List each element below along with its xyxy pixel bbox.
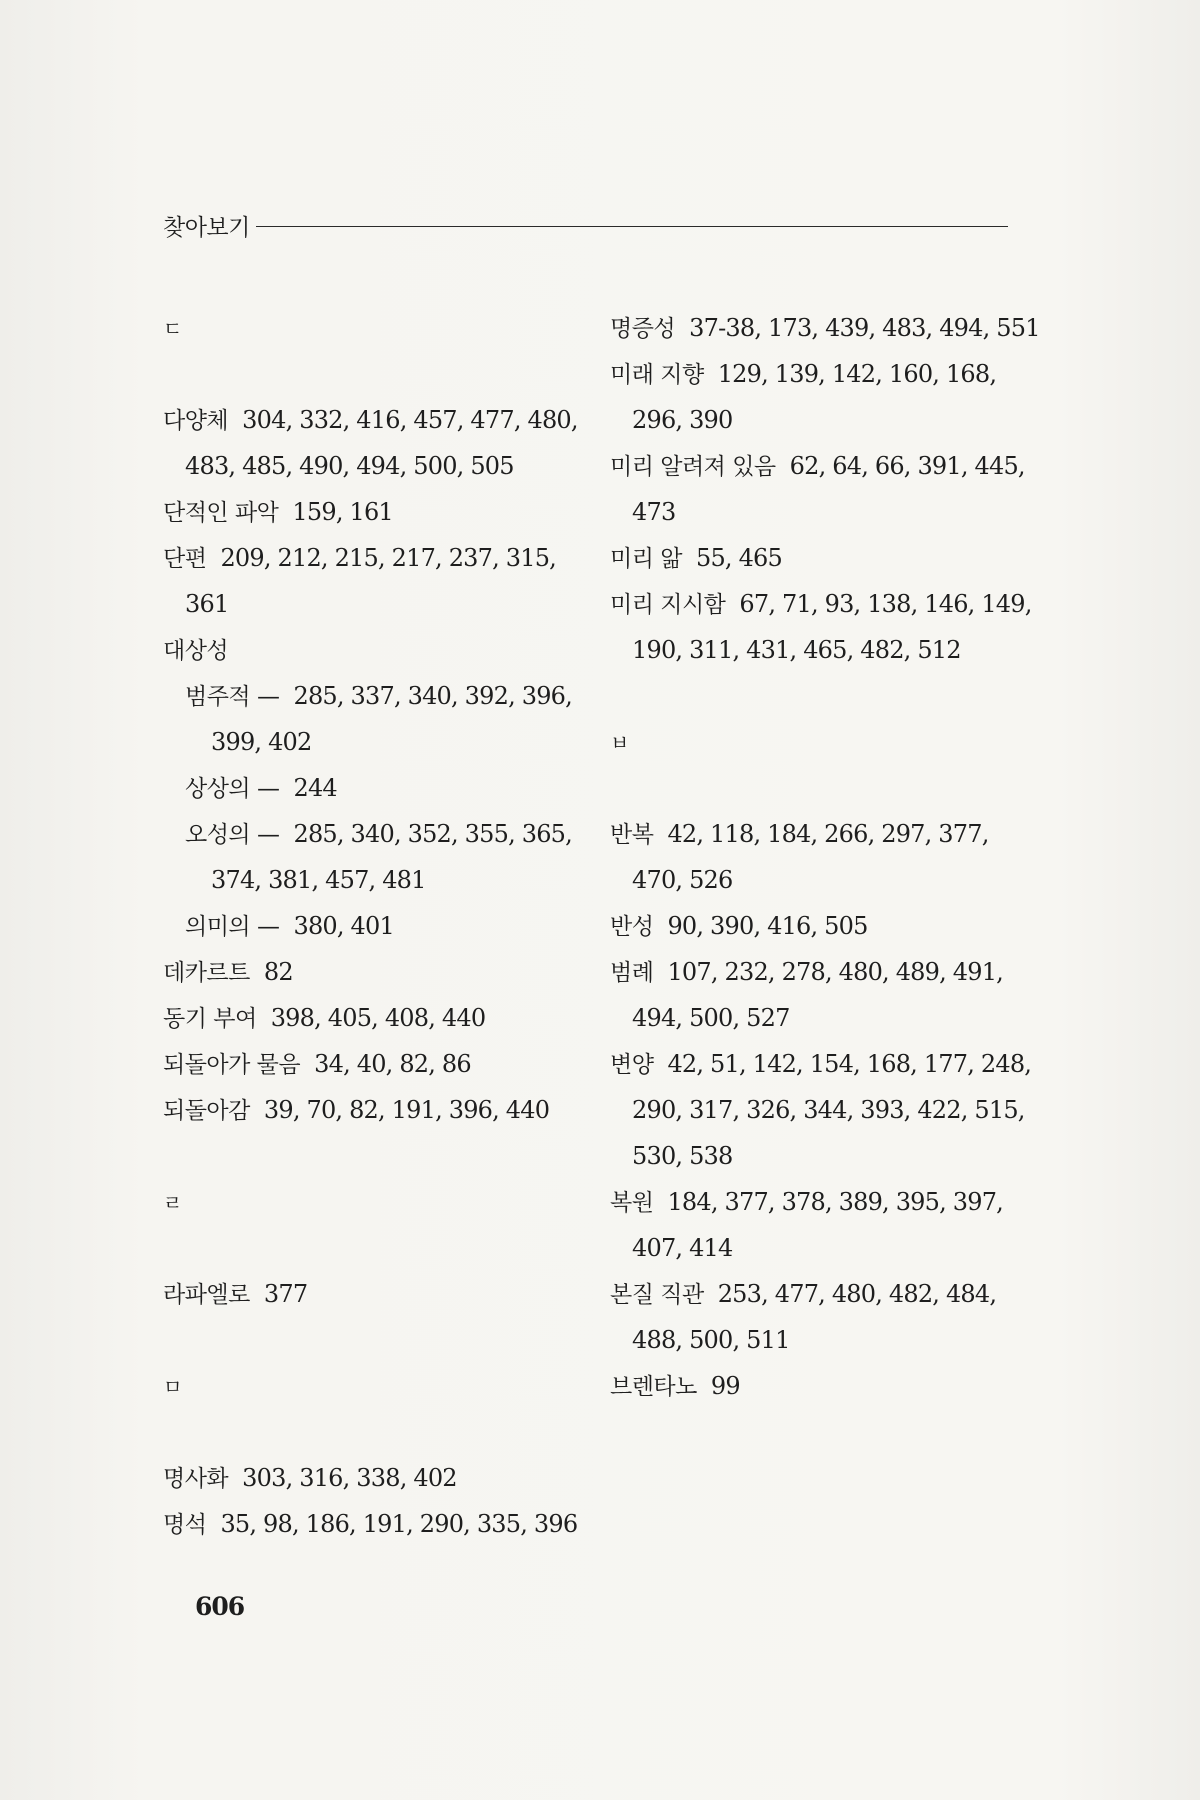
- entry-term: 단편: [163, 546, 207, 572]
- index-entry: [610, 351, 1030, 397]
- entry-term: 반복: [610, 822, 654, 848]
- entry-continuation: [163, 581, 623, 627]
- entry-pages: 209, 212, 215, 217, 237, 315,: [220, 544, 557, 572]
- entry-pages: 90, 390, 416, 505: [667, 912, 868, 940]
- header-rule: [256, 226, 1008, 227]
- entry-pages: 42, 118, 184, 266, 297, 377,: [667, 820, 989, 848]
- entry-term: 미래 지향: [610, 362, 704, 388]
- index-entry: [610, 903, 1030, 949]
- index-entry: [610, 305, 1040, 351]
- index-entry: [163, 949, 623, 995]
- index-entry: [163, 995, 623, 1041]
- entry-continuation: [610, 1225, 1030, 1271]
- section-letter: [163, 1363, 623, 1409]
- page-number: 606: [195, 1592, 245, 1621]
- subentry-term: 오성의 —: [185, 822, 280, 848]
- entry-term: 동기 부여: [163, 1006, 257, 1032]
- entry-term: 본질 직관: [610, 1282, 704, 1308]
- index-entry: [163, 397, 623, 443]
- running-header: [163, 205, 1008, 245]
- letter-text: ㅁ: [163, 1375, 183, 1399]
- entry-term: 데카르트: [163, 960, 250, 986]
- entry-pages: 494, 500, 527: [632, 1004, 790, 1032]
- index-entry: [163, 535, 623, 581]
- index-column-right: [610, 305, 1040, 1409]
- entry-pages: 82: [263, 958, 293, 986]
- entry-pages: 244: [293, 774, 337, 802]
- entry-term: 미리 알려져 있음: [610, 454, 776, 480]
- spacer: [163, 1133, 623, 1179]
- index-entry: [610, 1179, 1030, 1225]
- index-entry: [610, 949, 1030, 995]
- entry-continuation: [163, 443, 623, 489]
- index-column-left: [163, 305, 623, 1547]
- entry-pages: 34, 40, 82, 86: [314, 1050, 471, 1078]
- index-entry: [610, 1271, 1030, 1317]
- index-entry: [163, 1455, 623, 1501]
- section-letter: [163, 1179, 623, 1225]
- entry-pages: 37-38, 173, 439, 483, 494, 551: [689, 314, 1040, 342]
- entry-continuation: [610, 857, 1030, 903]
- entry-pages: 483, 485, 490, 494, 500, 505: [185, 452, 514, 480]
- entry-term: 명석: [163, 1512, 207, 1538]
- entry-continuation: [610, 1317, 1030, 1363]
- section-letter: [163, 305, 623, 351]
- letter-text: ㄹ: [163, 1191, 183, 1215]
- entry-continuation: [610, 995, 1030, 1041]
- index-entry: [163, 1087, 623, 1133]
- entry-pages: 159, 161: [292, 498, 393, 526]
- spacer: [610, 765, 1030, 811]
- entry-pages: 304, 332, 416, 457, 477, 480,: [242, 406, 578, 434]
- entry-pages: 398, 405, 408, 440: [270, 1004, 486, 1032]
- index-entry: [163, 1271, 623, 1317]
- entry-pages: 380, 401: [293, 912, 394, 940]
- entry-pages: 253, 477, 480, 482, 484,: [717, 1280, 997, 1308]
- entry-term: 라파엘로: [163, 1282, 250, 1308]
- entry-pages: 377: [263, 1280, 308, 1308]
- entry-pages: 361: [185, 590, 229, 618]
- entry-pages: 473: [632, 498, 676, 526]
- entry-continuation: [610, 1087, 1030, 1133]
- entry-pages: 39, 70, 82, 191, 396, 440: [263, 1096, 550, 1124]
- entry-pages: 107, 232, 278, 480, 489, 491,: [667, 958, 1004, 986]
- index-entry: [610, 811, 1030, 857]
- subentry-term: 범주적 —: [185, 684, 280, 710]
- entry-pages: 99: [710, 1372, 740, 1400]
- entry-pages: 530, 538: [632, 1142, 733, 1170]
- entry-term: 브렌타노: [610, 1374, 697, 1400]
- index-subentry: [163, 673, 623, 719]
- entry-continuation: [610, 627, 1030, 673]
- entry-term: 되돌아가 물음: [163, 1052, 301, 1078]
- entry-continuation: [610, 397, 1030, 443]
- index-subentry: [163, 811, 623, 857]
- entry-pages: 303, 316, 338, 402: [242, 1464, 457, 1492]
- spacer: [610, 673, 1030, 719]
- entry-pages: 285, 340, 352, 355, 365,: [293, 820, 572, 848]
- entry-pages: 399, 402: [211, 728, 312, 756]
- index-entry: [610, 535, 1030, 581]
- entry-continuation: [610, 489, 1030, 535]
- section-letter: [610, 719, 1030, 765]
- index-entry: [610, 581, 1030, 627]
- entry-continuation: [163, 719, 623, 765]
- entry-pages: 374, 381, 457, 481: [211, 866, 426, 894]
- entry-continuation: [610, 1133, 1030, 1179]
- entry-term: 다양체: [163, 408, 229, 434]
- entry-term: 미리 앎: [610, 546, 682, 572]
- subentry-term: 상상의 —: [185, 776, 280, 802]
- entry-term: 명사화: [163, 1466, 229, 1492]
- index-entry: [163, 627, 623, 673]
- entry-pages: 184, 377, 378, 389, 395, 397,: [667, 1188, 1004, 1216]
- entry-pages: 285, 337, 340, 392, 396,: [293, 682, 572, 710]
- entry-pages: 35, 98, 186, 191, 290, 335, 396: [220, 1510, 578, 1538]
- entry-term: 대상성: [163, 638, 229, 664]
- subentry-term: 의미의 —: [185, 914, 280, 940]
- letter-text: ㅂ: [610, 731, 630, 755]
- entry-pages: 190, 311, 431, 465, 482, 512: [632, 636, 961, 664]
- index-entry: [610, 1363, 1030, 1409]
- entry-term: 범례: [610, 960, 654, 986]
- entry-pages: 67, 71, 93, 138, 146, 149,: [739, 590, 1032, 618]
- entry-pages: 62, 64, 66, 391, 445,: [789, 452, 1025, 480]
- entry-pages: 407, 414: [632, 1234, 733, 1262]
- entry-pages: 42, 51, 142, 154, 168, 177, 248,: [667, 1050, 1032, 1078]
- spacer: [163, 351, 623, 397]
- header-title: 찾아보기: [163, 214, 250, 241]
- index-entry: [163, 1041, 623, 1087]
- entry-term: 되돌아감: [163, 1098, 250, 1124]
- entry-pages: 488, 500, 511: [632, 1326, 790, 1354]
- entry-term: 미리 지시함: [610, 592, 726, 618]
- entry-pages: 129, 139, 142, 160, 168,: [717, 360, 997, 388]
- index-entry: [163, 1501, 623, 1547]
- entry-term: 변양: [610, 1052, 654, 1078]
- index-entry: [610, 443, 1030, 489]
- spacer: [163, 1409, 623, 1455]
- entry-term: 단적인 파악: [163, 500, 279, 526]
- index-subentry: [163, 903, 623, 949]
- entry-term: 명증성: [610, 316, 676, 342]
- index-subentry: [163, 765, 623, 811]
- index-entry: [163, 489, 623, 535]
- entry-term: 복원: [610, 1190, 654, 1216]
- entry-continuation: [163, 857, 623, 903]
- entry-pages: 290, 317, 326, 344, 393, 422, 515,: [632, 1096, 1025, 1124]
- spacer: [163, 1317, 623, 1363]
- entry-pages: 470, 526: [632, 866, 733, 894]
- entry-term: 반성: [610, 914, 654, 940]
- entry-pages: 296, 390: [632, 406, 733, 434]
- spacer: [163, 1225, 623, 1271]
- index-entry: [610, 1041, 1030, 1087]
- letter-text: ㄷ: [163, 317, 183, 341]
- entry-pages: 55, 465: [695, 544, 782, 572]
